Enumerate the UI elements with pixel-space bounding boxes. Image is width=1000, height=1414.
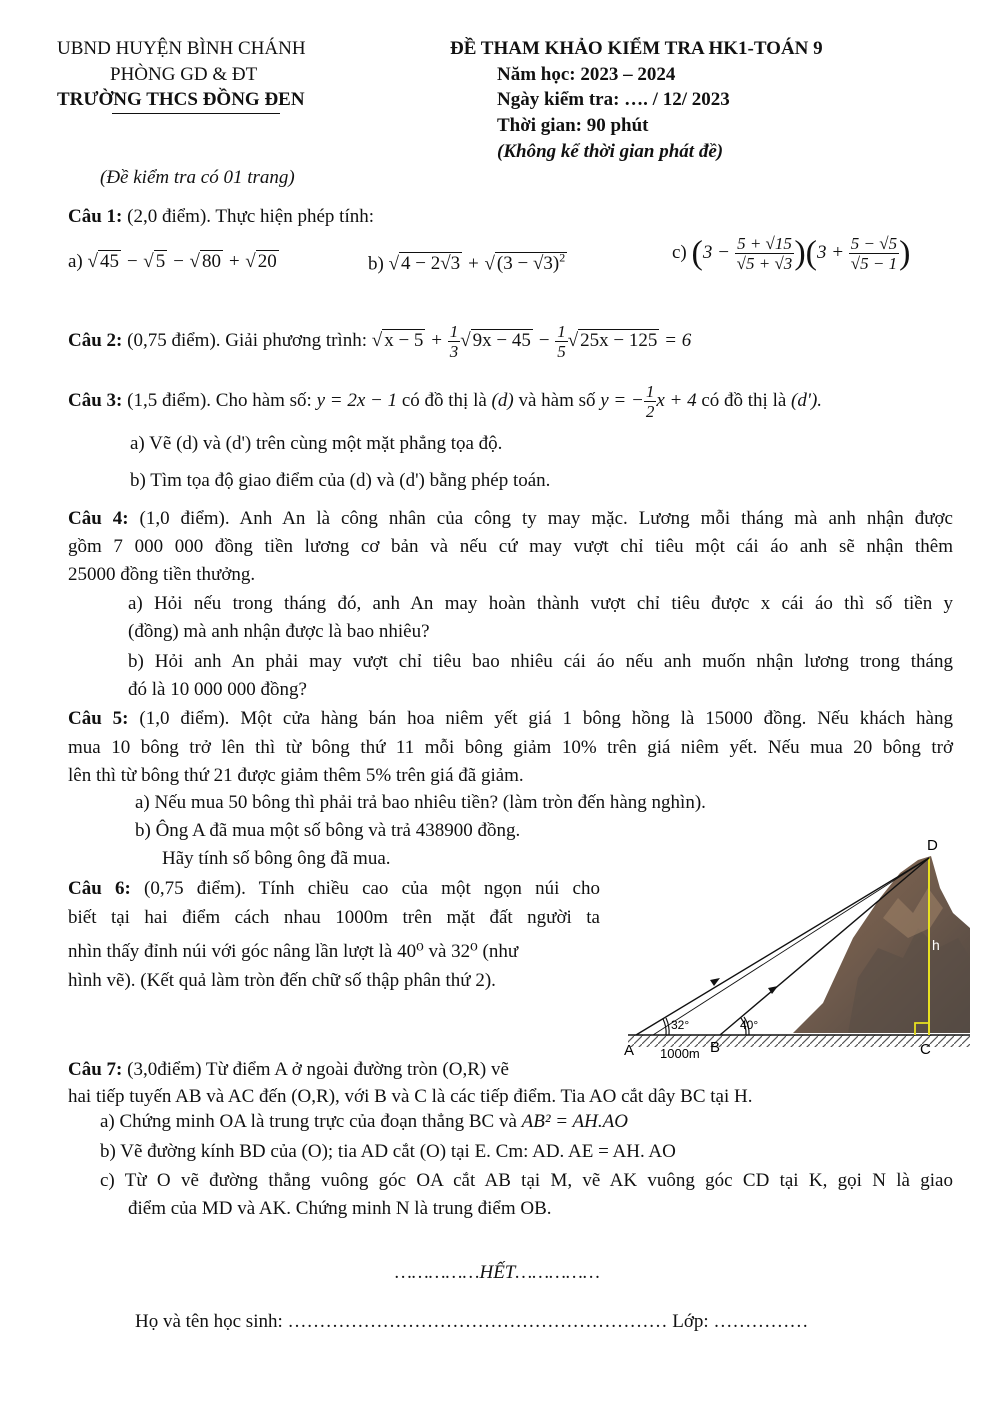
question-7c-line-2: điểm của MD và AK. Chứng minh N là trung điểm OB. [128,1198,552,1219]
end-marker: ……………HẾT…………… [395,1262,600,1283]
label-D: D [927,837,938,854]
question-7c-line-1: c) Từ O vẽ đường thẳng vuông góc OA cắt AB tại M, vẽ AK vuông góc CD tại K, gọi N là giao [100,1170,953,1191]
question-5a: a) Nếu mua 50 bông thì phải trả bao nhiêu tiền? (làm tròn đến hàng nghìn). [135,792,706,813]
exam-duration: Thời gian: 90 phút [497,115,649,136]
mountain-elevation-figure [618,828,970,1060]
question-4-line-2: gồm 7 000 000 đồng tiền lương cơ bản và nếu cứ may vượt chỉ tiêu một cái áo anh sẽ nhận thêm [68,536,953,557]
question-1-title: Câu 1: (2,0 điểm). Thực hiện phép tính: [68,206,374,227]
header-department: UBND HUYỆN BÌNH CHÁNH [57,38,306,59]
question-6-line-1: Câu 6: (0,75 điểm). Tính chiều cao của một ngọn núi cho [68,878,600,899]
exam-duration-note: (Không kể thời gian phát đề) [497,141,724,162]
exam-title: ĐỀ THAM KHẢO KIỂM TRA HK1-TOÁN 9 [450,38,823,59]
question-7a: a) Chứng minh OA là trung trực của đoạn thẳng BC và AB² = AH.AO [100,1111,628,1132]
header-office: PHÒNG GD & ĐT [110,64,258,85]
question-6-line-2: biết tại hai điểm cách nhau 1000m trên mặt đất người ta [68,907,600,928]
question-7-line-1: Câu 7: (3,0điểm) Từ điểm A ở ngoài đường tròn (O,R) vẽ [68,1059,509,1080]
question-4b-line-1: b) Hỏi anh An phải may vượt chỉ tiêu bao nhiêu cái áo nếu anh muốn nhận lương trong tháng [128,651,953,672]
question-7-line-2: hai tiếp tuyến AB và AC đến (O,R), với B và C là các tiếp điểm. Tia AO cắt dây BC tại H. [68,1086,753,1107]
header-underline [112,113,280,114]
expression-1c: (3 − $\frac{5 + √15}{√5 + √3}$ )(3 + $\frac{5 - √5}{√5 - 1}$ ) [691,234,911,273]
question-4b-line-2: đó là 10 000 000 đồng? [128,679,307,700]
question-5-line-1: Câu 5: (1,0 điểm). Một cửa hàng bán hoa niêm yết giá 1 bông hồng là 15000 đồng. Nếu khách hàng [68,708,953,729]
question-7b: b) Vẽ đường kính BD của (O); tia AD cắt (O) tại E. Cm: AD. AE = AH. AO [100,1141,676,1162]
label-C: C [920,1041,931,1058]
label-h: h [932,937,940,953]
page-count-note: (Đề kiểm tra có 01 trang) [100,167,295,188]
question-1c: c) (3 − $\frac{5 + √15}{√5 + √3}$ )(3 + $\frac{5 - √5}{√5 - 1}$ ) [672,234,911,273]
question-5b-line-2: Hãy tính số bông ông đã mua. [162,848,391,869]
equation-2: √ x − 5 + $\frac{1}{3}$ √ 9x − 45 − $\frac{1}{5}$ √ 25x − 125 = 6 [371,322,692,361]
exam-date: Ngày kiểm tra: …. / 12/ 2023 [497,89,730,110]
header-school: TRƯỜNG THCS ĐỒNG ĐEN [57,89,305,110]
question-3b: b) Tìm tọa độ giao điểm của (d) và (d') bằng phép toán. [130,470,551,491]
question-1a: a) √ 45 − √ 5 − √ 80 + √ 20 [68,251,277,272]
label-B: B [710,1039,721,1056]
label-angle-40: 40° [740,1018,759,1032]
expression-1a: √ 45 − √ 5 − √ 80 + √ 20 [87,251,277,272]
question-5-line-2: mua 10 bông trở lên thì từ bông thứ 11 mỗi bông giảm 10% trên giá niêm yết. Nếu mua 20 bông trở [68,737,953,758]
question-4a-line-1: a) Hỏi nếu trong tháng đó, anh An may hoàn thành vượt chỉ tiêu được x cái áo thì số tiền y [128,593,953,614]
question-4-line-1: Câu 4: (1,0 điểm). Anh An là công nhân của công ty may mặc. Lương mỗi tháng mà anh nhận được [68,508,953,529]
question-5b-line-1: b) Ông A đã mua một số bông và trả 438900 đồng. [135,820,521,841]
question-3: Câu 3: (1,5 điểm). Cho hàm số: y = 2x − 1 có đồ thị là (d) và hàm số y = − $\frac{1}{2}$ x + 4 có đồ thị là (d'). [68,382,823,421]
school-year: Năm học: 2023 – 2024 [497,64,676,85]
question-6-line-3: nhìn thấy đỉnh núi với góc nâng lần lượt là 40⁰ và 32⁰ (như [68,941,519,962]
expression-1b: √ 4 − 2√3 + √ $(3 - √3)^2$ [388,251,566,275]
label-angle-32: 32° [671,1018,690,1032]
question-6-line-4: hình vẽ). (Kết quả làm tròn đến chữ số thập phân thứ 2). [68,970,496,991]
question-4a-line-2: (đồng) mà anh nhận được là bao nhiêu? [128,621,430,642]
label-A: A [624,1042,635,1059]
question-3a: a) Vẽ (d) và (d') trên cùng một mặt phẳng tọa độ. [130,433,503,454]
question-5-line-3: lên thì từ bông thứ 21 được giảm thêm 5% trên giá đã giảm. [68,765,524,786]
question-4-line-3: 25000 đồng tiền thưởng. [68,564,256,585]
student-info-line: Họ và tên học sinh: …………………………………………………… Lớp: …………… [135,1311,809,1332]
label-distance: 1000m [660,1046,700,1060]
question-1b: b) √ 4 − 2√3 + √ $(3 - √3)^2$ [368,251,566,275]
question-2: Câu 2: (0,75 điểm). Giải phương trình: √ x − 5 + $\frac{1}{3}$ √ 9x − 45 − $\frac{1}{5}$ √ 25x − 125 = 6 [68,322,692,361]
